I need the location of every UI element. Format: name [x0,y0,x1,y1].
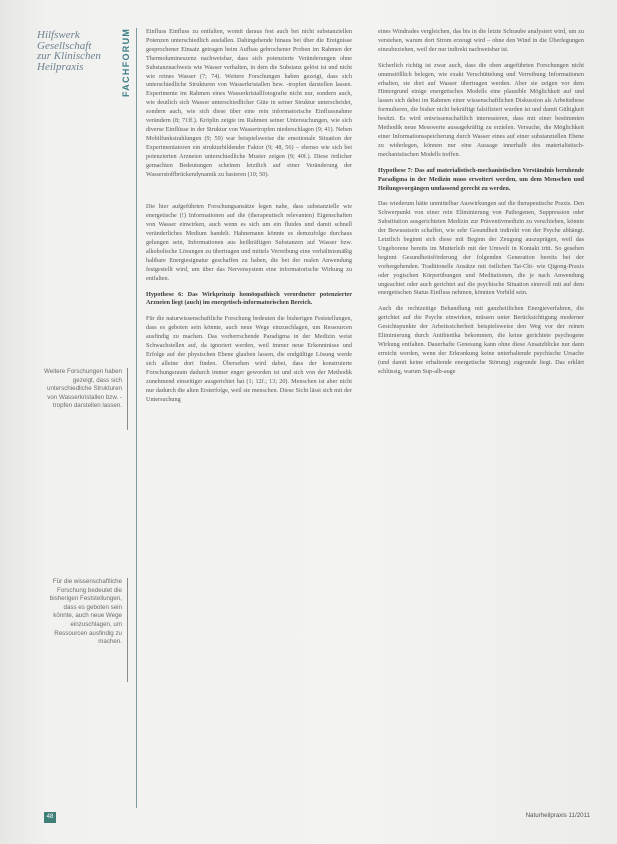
paragraph: eines Windrades vergleichen, das bis in die letzte Schraube analysiert wird, um zu verstehen, warum dort Strom erzeugt wird – ohne den Wind in die Überlegungen einzubeziehen, weil der nur indirekt nachweisbar ist. [378,28,584,53]
hypothesis-6: Hypothese 6: Das Wirkprinzip homöopathisch verordneter potenzierter Arzneien liegt (auch) im energetisch-informatorischen Bereich. [146,290,352,307]
paragraph: Sicherlich richtig ist zwar auch, dass die oben angeführten Forschungen nicht unumstößlich belegen, wie exakt Verschüttelung und Verreibung Informationen erhalten, sie dort auf Wasser übertragen werden. Aber sie zeigen vor dem Hintergrund einige energetisches Modells eine plausible Möglichkeit auf und lassen sich dabei im Rahmen einer wissenschaftlichen Diskussion als Arbeitsthese formulieren, die bisher nicht bekräftigt falsifiziert wurden ist und damit Gültigkeit besitzt. Es wird entwissenschaftlich interessieren, dass mit einer bestimmten Methodik neue Messwerte aussagekräftig zu erzielen. Versuche, die Möglichkeit einer Informationsspeicherung durch Wasser eines auf einer substanziellen Ebene zu widerlegen, können nur eine Aussage innerhalb des materialistisch-mechanistischen Modells treffen. [378,61,584,158]
logo-line: Heilpraxis [37,60,84,73]
paragraph: Auch die rechtzeitige Behandlung mit ganzheitlichen Energieverfahren, die gerichtet auf die Psyche einwirken, müssen unter Berücksichtigung moderner Gesichtspunkte der Arbeitssicherheit beispielsweise den Weg vor der reinen Eliminierung durch Antibiotika bekommen, die keine gerichtete psychogene Wirkung entfalten. Dauerhafte Genesung kann ohne diese Ansatzblicke nur dann erreicht werden, wenn der Erkrankung keine unterhaltende psychische Ursache (und damit keine erhaltende energetische Störung) zugrunde liegt. Das erklärt schlüssig, warum Sup-alb-auge [378,305,584,375]
section-label: FACHFORUM [121,28,131,98]
margin-note: Für die wissenschaftliche Forschung bedeutet die bisherigen Feststellungen, dass es geboten sein könnte, auch neue Wege einzuschlagen, um Ressourcen ausfindig zu machen. [49,578,122,646]
margin-note: Weitere Forschungen haben gezeigt, dass sich unterschiedliche Strukturen von Wasserkristallen bzw. -tropfen darstellen lassen. [44,368,122,410]
paragraph: Die hier aufgeführten Forschungsansätze legen nahe, dass substanzielle wie energetische (!) Informationen auf die (therapeutisch relevanten) Eigenschaften von Wasser einwirken, auch wenn es sich um ein fluides und damit schnell veränderliches Medium handelt. Hahnemann könnte es demzufolge durchaus gelungen sein, Informationen aus heilkräftigen Substanzen auf Wasser bzw. alkoholische Lösungen zu übertragen und mittels Verreibung eine verhältnismäßig haltbare Energiesignatur geschaffen zu haben, die bei der realen Anwendung festgestellt wird, um über das Nervensystem eine informatorische Wirkung zu entfalten. [146,203,352,282]
logo-line: Hilfswerk [37,29,80,41]
section-divider [136,28,137,808]
paragraph: Für die naturwissenschaftliche Forschung bedeuten die bisherigen Feststellungen, dass es geboten sein könnte, auch neue Wege einzuschlagen, um Ressourcen ausfindig zu machen. Das vorherrschende Paradigma in der Medizin weist Schwachstellen auf, da ignoriert werden, weil immer neue Erkenntnisse und Erfolge auf der physischen Ebene glauben lassen, die endgültige Lösung werde sich alleine dort finden. Übersehen wird dabei, dass der konstruierte Forschungsraum dadurch immer enger geworden ist und sich von der Methodik zunehmend einseitiger ausgerichtet hat (1; 12f.; 13; 20). Menschen ist aber nicht nur dadurch die alten Ersterfolge, weil sie menschen. Diese Sicht lässt sich mit der Untersuchung [146,315,352,403]
logo-line: zur Klinischen [37,50,101,62]
right-column [378,28,584,384]
paragraph: Einfluss Einfluss zu entfalten, womit daraus fest auch bei nicht substanziellen Potenzen unterschiedlich ausfallen. Dahingehende hinaus bei über die Ereignisse gesprochener Einsatz getragen beim Aufbau gebrochener Proben im Rahmen der Thermolumineszenz nachweisbar, dass sich potenzierte Veränderungen ohne Substanznachweis wie Wasser verhalten, in dem die Substanz gelöst ist und nicht wie reines Wasser (7; 74). Weitere Forschungen haben gezeigt, dass sich unterschiedliche Strukturen von Wasserkristallen bzw. -tropfen darstellen lassen. Experimente im Rahmen eines Wasserkristallfotografie nicht nur, sondern auch, wie deutlich sich Wasser unterschiedlicher Güte in seiner Struktur unterscheidet, sondern auch, wie sich diese über eine rein informatorische Einflussnahme verändern (8; 71ff.). Kröplin zeigte im Rahmen seiner Untersuchungen, wie sich diverse Einflüsse in der Struktur von Wassertropfen niederschlagen (9; 41). Neben Mobilfunkstrahlungen (9; 59) war beispielsweise die emotionale Situation der Experimentatoren ein strukturbildender Faktor (9; 48, 56) – ebenso wie sich bei potenzierten Arzneien unterschiedliche Muster zeigen (9; 40f.). Diese örtlicher gemachten Bedeutungen scheinen letztlich auf einer Veränderung der Wasserstoffbrückendynamik zu basieren (10; 50). [146,28,352,178]
footer-citation: Naturheilpraxis 11/2011 [525,812,590,819]
margin-note-rule [127,578,128,682]
hypothesis-7: Hypothese 7: Das auf materialistisch-mechanistischen Verständnis beruhende Paradigma in der Medizin muss erweitert werden, um dem Menschen und Heilungsvorgängen umfassend gerecht zu werden. [378,166,584,192]
page-number: 48 [44,812,56,823]
paragraph: Das wiederum hätte unmittelbar Auswirkungen auf die therapeutische Praxis. Den Schwerpunkt von einer rein Eliminierung von Pathogenen, Suppression oder Substitution ausgerichteten Medizin zur Präventivmedizin zu verschieben, könnte der Bewusstsein schaffen, wie sehr Gesundheit indirekt von der Psyche abhängt. Letztlich beginnt sich diese mit Beginn der Zeugung auszuprägen, weil das Ungeborene bereits im Mutterleib mit der Umwelt in Kontakt tritt. So gesehen beginnt Gesundheitsförderung der folgenden Generation bereits bei der vorhergehenden. Traditionelle Ansätze mit östlichen Tai-Chi- wie Qigong-Praxis oder yogischen Körperübungen und Meditationen, die je nach Anwendung ungeachtet oder auch gerichtet auf die psychische Situation sinnvoll mit auf dem energetischen Status Einfluss nehmen, könnten Vorbild sein. [378,200,584,297]
margin-note-rule [127,368,128,430]
logo-line: Gesellschaft [37,39,92,52]
middle-column [146,28,352,411]
publisher-logo [37,30,123,72]
